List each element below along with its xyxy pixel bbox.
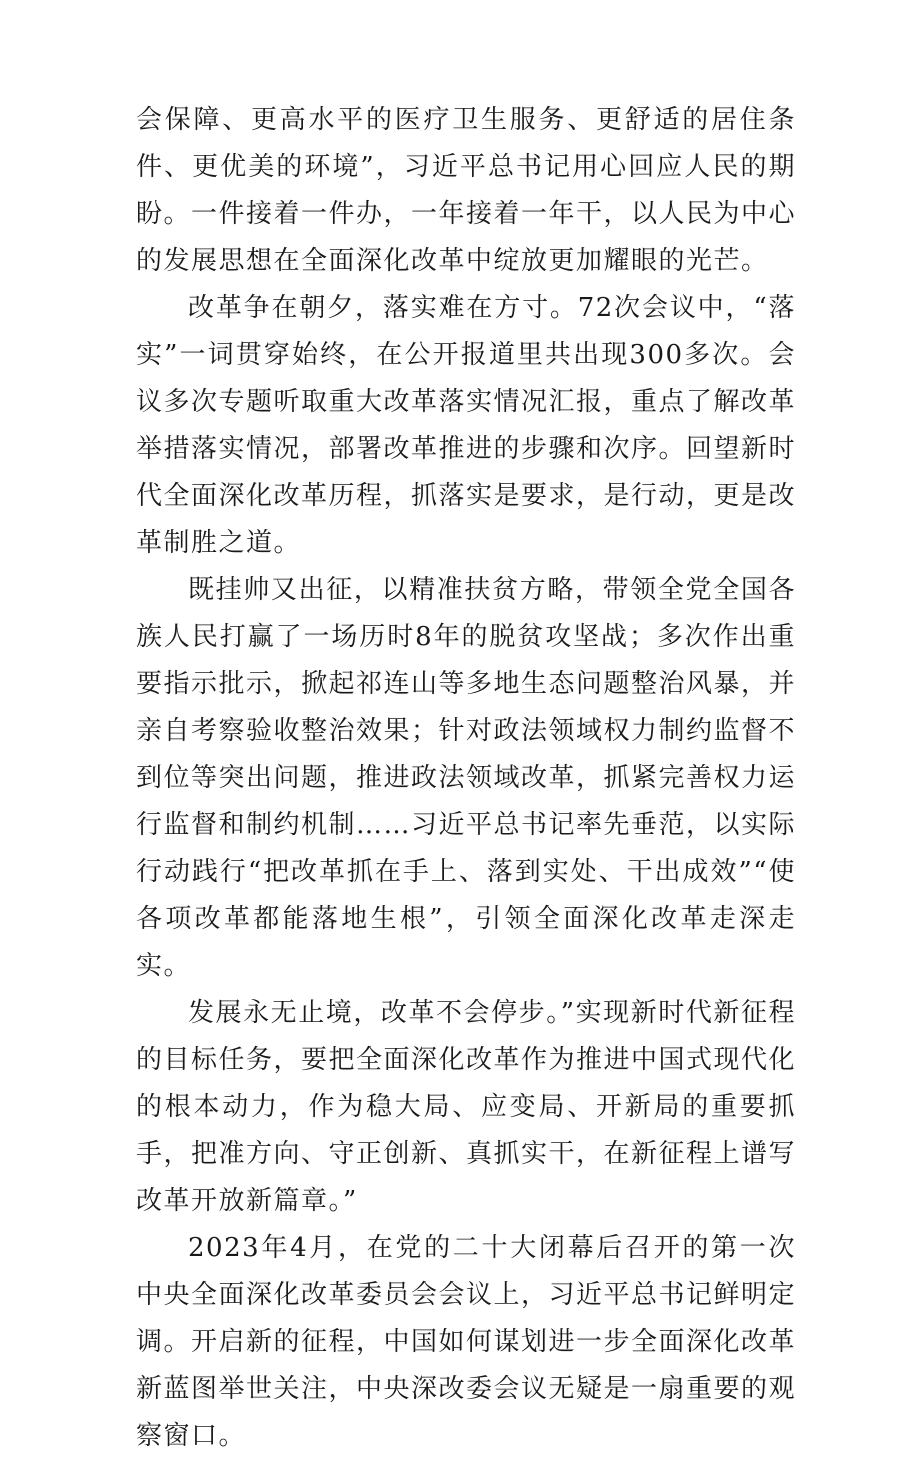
paragraph-1: 会保障、更高水平的医疗卫生服务、更舒适的居住条件、更优美的环境”，习近平总书记用心回应人民的期盼。一件接着一件办，一年接着一年干，以人民为中心的发展思想在全面深化改革中绽放更加耀眼的光芒。 — [136, 105, 797, 276]
article-body — [136, 97, 796, 1460]
paragraph-4: 发展永无止境，改革不会停步。”实现新时代新征程的目标任务，要把全面深化改革作为推进中国式现代化的根本动力，作为稳大局、应变局、开新局的重要抓手，把准方向、守正创新、真抓实干，在新征程上谱写改革开放新篇章。” — [136, 998, 797, 1216]
paragraph-2: 改革争在朝夕，落实难在方寸。72次会议中，“落实”一词贯穿始终，在公开报道里共出现300多次。会议多次专题听取重大改革落实情况汇报，重点了解改革举措落实情况，部署改革推进的步骤和次序。回望新时代全面深化改革历程，抓落实是要求，是行动，更是改革制胜之道。 — [136, 293, 797, 558]
paragraph-5: 2023年4月，在党的二十大闭幕后召开的第一次中央全面深化改革委员会会议上，习近平总书记鲜明定调。开启新的征程，中国如何谋划进一步全面深化改革新蓝图举世关注，中央深改委会议无疑是一扇重要的观察窗口。 — [136, 1233, 797, 1451]
paragraph-3: 既挂帅又出征，以精准扶贫方略，带领全党全国各族人民打赢了一场历时8年的脱贫攻坚战；多次作出重要指示批示，掀起祁连山等多地生态问题整治风暴，并亲自考察验收整治效果；针对政法领域权力制约监督不到位等突出问题，推进政法领域改革，抓紧完善权力运行监督和制约机制……习近平总书记率先垂范，以实际行动践行“把改革抓在手上、落到实处、干出成效”“使各项改革都能落地生根”，引领全面深化改革走深走实。 — [136, 575, 797, 981]
